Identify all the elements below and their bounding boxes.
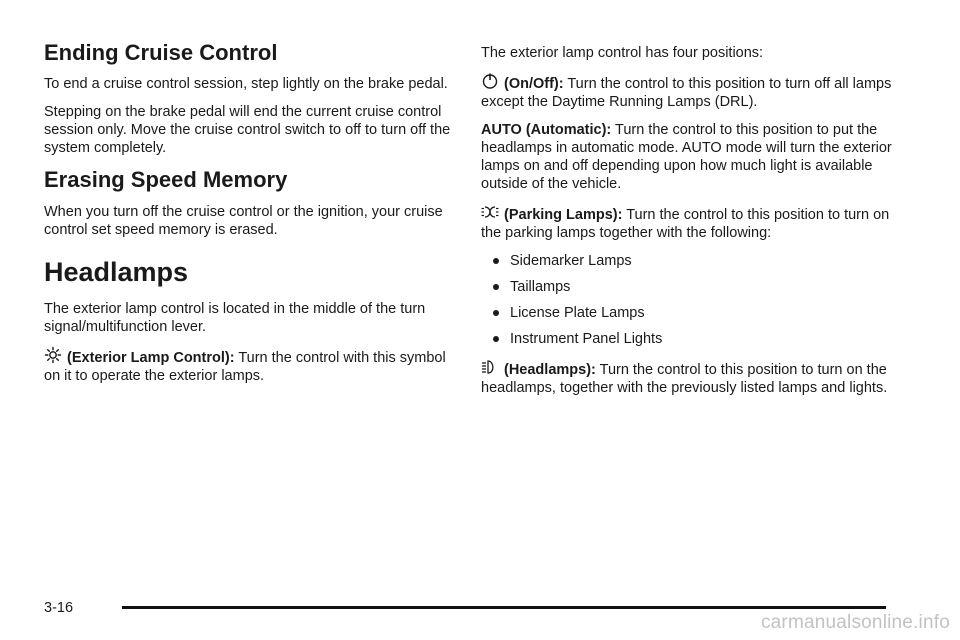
section-title-headlamps: Headlamps <box>44 256 189 287</box>
page-number: 3-16 <box>44 600 74 616</box>
page-footer <box>44 598 886 618</box>
auto-label: AUTO (Automatic): <box>481 122 612 138</box>
list-item: License Plate Lamps <box>493 304 901 322</box>
power-icon <box>481 72 499 90</box>
right-column <box>481 44 901 407</box>
auto-paragraph <box>481 121 901 193</box>
headlamp-icon <box>481 358 499 376</box>
footer-rule <box>122 606 886 609</box>
on-off-paragraph <box>481 72 901 111</box>
exterior-lamp-paragraph <box>44 346 456 385</box>
section-title-erasing-speed: Erasing Speed Memory <box>44 167 288 193</box>
headlamps-label: (Headlamps): <box>504 362 596 378</box>
bullet-icon <box>493 284 499 290</box>
parking-lamps-list <box>481 252 901 348</box>
ending-paragraph-1: To end a cruise control session, step lightly on the brake pedal. <box>44 76 448 93</box>
on-off-label: (On/Off): <box>504 76 564 92</box>
headlamps-text: Turn the control to this position to turn on the headlamps, together with the previously listed lamps and lights. <box>481 362 888 396</box>
auto-text: Turn the control to this position to put the headlamps in automatic mode. AUTO mode will turn the exterior lamps on and off depending upon how much light is available outside of the vehicle. <box>481 122 892 192</box>
ending-paragraph-2: Stepping on the brake pedal will end the current cruise control session only. Move the cruise control switch to off to turn off the system completely. <box>44 104 451 157</box>
bullet-icon <box>493 336 499 342</box>
watermark: carmanualsonline.info <box>760 612 950 633</box>
headlamps-paragraph: The exterior lamp control is located in the middle of the turn signal/multifunction lever. <box>44 300 426 335</box>
parking-lamps-text: Turn the control to this position to turn on the parking lamps together with the following: <box>481 207 890 241</box>
positions-intro: The exterior lamp control has four positions: <box>481 45 764 61</box>
headlamps-position-paragraph <box>481 358 901 397</box>
bullet-icon <box>493 310 499 316</box>
left-column <box>44 40 456 395</box>
section-title-ending-cruise: Ending Cruise Control <box>44 40 278 65</box>
bullet-icon <box>493 258 499 264</box>
parking-lamps-icon <box>481 203 499 221</box>
list-item: Sidemarker Lamps <box>493 252 901 270</box>
list-item: Taillamps <box>493 278 901 296</box>
erasing-paragraph: When you turn off the cruise control or the ignition, your cruise control set speed memory is erased. <box>44 203 443 238</box>
parking-lamps-label: (Parking Lamps): <box>504 207 623 223</box>
on-off-text: Turn the control to this position to turn off all lamps except the Daytime Running Lamps (DRL). <box>481 76 892 110</box>
list-item: Instrument Panel Lights <box>493 330 901 348</box>
exterior-lamp-icon <box>44 346 62 364</box>
exterior-lamp-text: Turn the control with this symbol on it to operate the exterior lamps. <box>44 349 446 384</box>
parking-lamps-paragraph <box>481 203 901 242</box>
exterior-lamp-label: (Exterior Lamp Control): <box>67 349 235 366</box>
